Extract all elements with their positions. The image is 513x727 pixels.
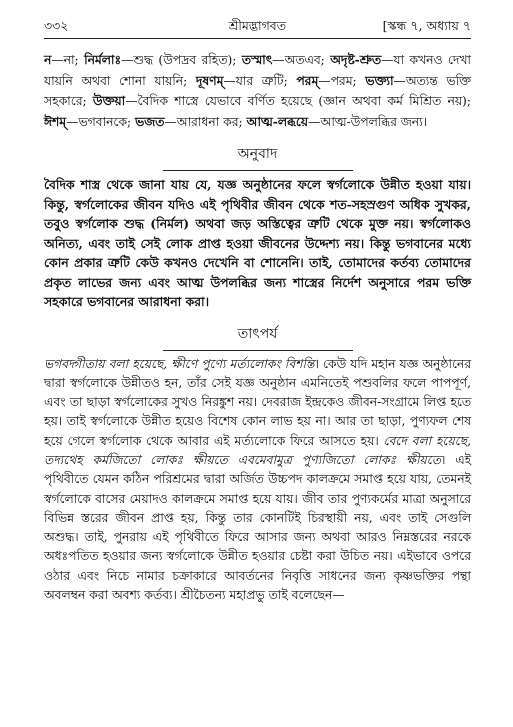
gloss-meaning: আত্ম-উপলব্ধির জন্য। [320,114,428,129]
translation-text: বৈদিক শাস্ত্র থেকে জানা যায় যে, যজ্ঞ অনুষ্ঠানের ফলে স্বর্গলোকে উন্নীত হওয়া যায়। কিন্তু, স্বর্গলোকের জীবন যদিও এই পৃথিবীর জীবন থেকে শত-সহস্রগুণ অধিক সুখকর, তবুও স্বর্গলোক শুদ্ধ (নির্মল) অথবা জড় অস্তিত্বের ত্রুটি থেকে মুক্ত নয়। স্বর্গলোকও অনিত্য, এবং তাই সেই লোক প্রাপ্ত হওয়া জীবনের উদ্দেশ্য নয়। কিন্তু ভগবানের মধ্যে কোন প্রকার ত্রুটি কেউ কখনও দেখেনি বা শোনেনি। তাই, তোমাদের কর্তব্য তোমাদের প্রকৃত লাভের জন্য এবং আত্ম উপলব্ধির জন্য শাস্ত্রের নির্দেশ অনুসারে পরম ভক্তি সহকারে ভগবানের আরাধনা করা। [44,177,471,309]
gloss-term: তস্মাৎ [241,52,273,67]
gloss-meaning: ভগবানকে; [78,114,136,129]
gloss-meaning: অতএব; [284,53,331,67]
gloss-term: অদৃষ্ট-শ্রুত [330,52,382,67]
gloss-meaning: যা কখনও দেখা যায়নি অথবা শোনা যায়নি; [44,53,471,88]
gloss-meaning: আরাধনা কর; [176,114,247,129]
gloss-term: ভক্ত্যা [365,72,394,88]
gloss-term: আত্ম-লব্ধয়ে [246,113,309,129]
purport-quote: ভগবদ্গীতায় বলা হয়েছে, ক্ষীণে পুণ্যে মর্ত্যলোকং বিশন্তি [44,356,315,371]
gloss-term: উক্তয়া [92,93,126,108]
gloss-meaning: বৈদিক শাস্ত্রে যেভাবে বর্ণিত হয়েছে (জ্ঞান অথবা কর্ম মিশ্রিত নয়); [137,94,471,108]
page-number: ৩৩২ [44,18,69,33]
translation-heading-rule [163,170,353,171]
purport-body: । এই পৃথিবীতে যেমন কঠিন পরিশ্রমের দ্বারা অর্জিত উচ্চপদ কালক্রমে সমাপ্ত হয়ে যায়, তেমনই স্বর্গলোকে বাসের মেয়াদও কালক্রমে সমাপ্ত হয়ে যায়। জীব তার পুণ্যকর্মের মাত্রা অনুসারে বিভিন্ন স্তরের জীবন প্রাপ্ত হয়, কিন্তু তার কোনটিই চিরস্থায়ী নয়, এবং তাই সেগুলি অশুদ্ধ। তাই, পুনরায় এই পৃথিবীতে ফিরে আসার জন্য অথবা আরও নিম্নস্তরের নরকে অধঃপতিত হওয়ার জন্য স্বর্গলোকে উন্নীত হওয়ার চেষ্টা করা উচিত নয়। এইভাবে ওপরে ওঠার এবং নিচে নামার চক্রাকারে আবর্তনের নিবৃত্তি সাধনের জন্য কৃষ্ণভক্তির পন্থা অবলম্বন করা অবশ্য কর্তব্য। শ্রীচৈতন্য মহাপ্রভু তাই বলেছেন— [44,452,471,603]
header-rule [44,38,471,39]
gloss-term: ভজত [135,113,165,129]
gloss-meaning: অত্যন্ত ভক্তি সহকারে; [44,73,471,108]
purport-heading-rule [163,350,353,351]
page-header [44,14,471,40]
gloss-meaning: পরম; [330,73,366,88]
gloss-term: নির্মলাঃ [84,52,122,67]
gloss-meaning: যার ত্রুটি; [235,73,297,88]
gloss-term: পরম্ [296,72,319,88]
book-title: শ্রীমদ্ভাগবত [228,18,287,33]
purport-text [44,355,471,606]
gloss-term: ঈশম্ [44,113,67,129]
gloss-term: ন [44,52,52,67]
translation-heading: অনুবাদ [237,146,278,162]
purport-body: । কেউ যদি মহান যজ্ঞ অনুষ্ঠানের দ্বারা স্বর্গলোকে উন্নীতও হন, তাঁর সেই যজ্ঞ অনুষ্ঠান এমনিতেই পশুবলির ফলে পাপপূর্ণ, এবং তা ছাড়া স্বর্গলোকের সুখও নিরঙ্কুশ নয়। দেবরাজ ইন্দ্রকেও জীবন-সংগ্রামে লিপ্ত হতে হয়। তাই স্বর্গলোকে উন্নীত হয়েও বিশেষ কোন লাভ হয় না। আর তা ছাড়া, পুণ্যফল শেষ হয়ে গেলে স্বর্গলোক থেকে আবার এই মর্ত্যলোকে ফিরে আসতে হয়। [44,356,471,448]
chapter-reference: [স্কন্ধ ৭, অধ্যায় ৭ [382,18,471,33]
gloss-meaning: না; [63,53,85,67]
purport-heading: তাৎপর্য [237,325,278,342]
purport-quote: বেদে বলা হয়েছে, তদ্যথেহ কর্মজিতো লোকঃ ক্ষীয়তে এবমেবামুত্র পুণ্যজিতো লোকঃ ক্ষীয়তে [44,433,471,467]
gloss-term: দূষণম্ [195,72,224,88]
gloss-meaning: শুদ্ধ (উপদ্রব রহিত); [133,53,242,67]
word-for-word-gloss: ন—না; নির্মলাঃ—শুদ্ধ (উপদ্রব রহিত); তস্মাৎ—অতএব; অদৃষ্ট-শ্রুত—যা কখনও দেখা যায়নি অথবা শোনা যায়নি; দূষণম্—যার ত্রুটি; পরম্—পরম; ভক্ত্যা—অত্যন্ত ভক্তি সহকারে; উক্তয়া—বৈদিক শাস্ত্রে যেভাবে বর্ণিত হয়েছে (জ্ঞান অথবা কর্ম মিশ্রিত নয়); ঈশম্—ভগবানকে; ভজত—আরাধনা কর; আত্ম-লব্ধয়ে—আত্ম-উপলব্ধির জন্য। [44,52,471,129]
